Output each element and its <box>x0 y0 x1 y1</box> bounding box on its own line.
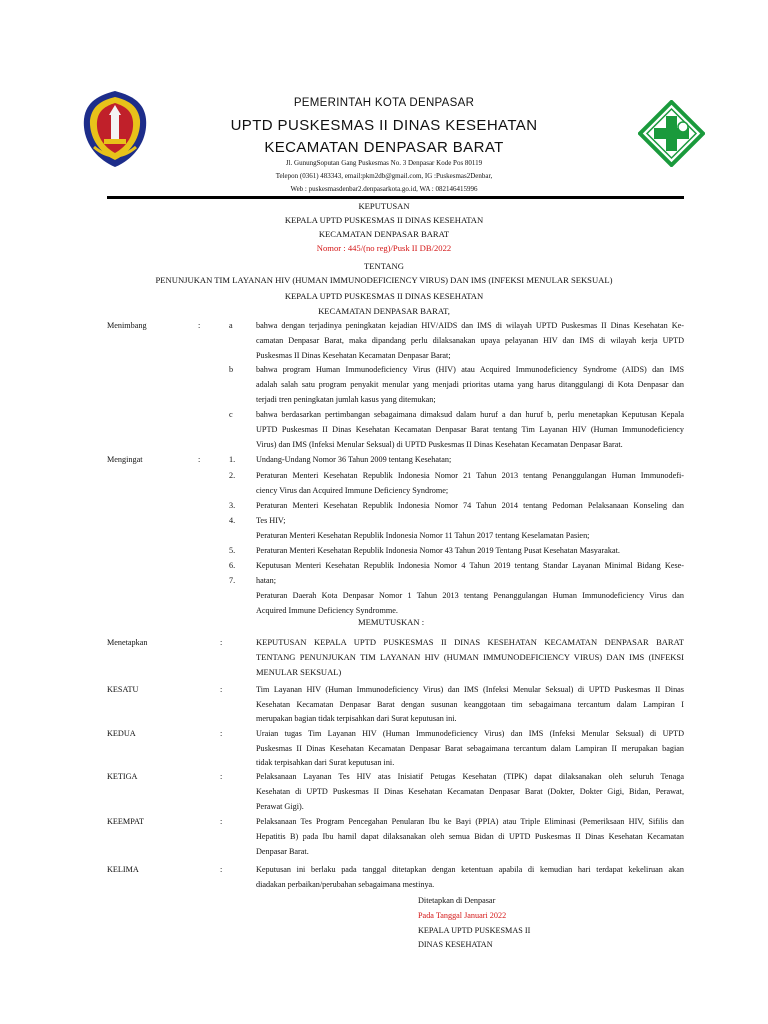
signature-kepala: KEPALA UPTD PUSKESMAS II <box>418 926 531 935</box>
ketiga-label: KETIGA <box>107 772 138 781</box>
menimbang-text: bahwa dengan terjadinya peningkatan kejadian HIV/AIDS dan IMS di wilayah UPTD Puskesmas II Dinas Kesehatan Ke- <box>256 321 684 330</box>
menetapkan-text: TENTANG PENUNJUKAN TIM LAYANAN HIV (HUMAN IMMUNODEFICIENCY VIRUS) DAN IMS (INFEKSI <box>256 652 684 662</box>
mengingat-marker: 1. <box>229 455 236 464</box>
mengingat-text: Keputusan Menteri Kesehatan Republik Indonesia Nomor 4 Tahun 2019 tentang Standar Layanan Minimal Bidang Kese- <box>256 561 684 570</box>
signature-dinas: DINAS KESEHATAN <box>418 940 493 949</box>
menetapkan-label: Menetapkan <box>107 638 148 647</box>
kop-uptd: UPTD PUSKESMAS II DINAS KESEHATAN <box>230 117 538 134</box>
mengingat-text: Tes HIV; <box>256 516 286 525</box>
kelima-label: KELIMA <box>107 865 139 874</box>
diktum-colon: : <box>220 865 223 874</box>
kelima-text: diadakan perbaikan/perubahan sebagaimana mestinya. <box>256 880 435 889</box>
mengingat-text: Acquired Immune Deficiency Syndromme. <box>256 606 398 615</box>
mengingat-marker: 3. <box>229 501 236 510</box>
mengingat-text: Peraturan Menteri Kesehatan Republik Indonesia Nomor 74 Tahun 2014 tentang Pedoman Pelaksanaan Konseling dan <box>256 501 684 510</box>
title-kepala: KEPALA UPTD PUSKESMAS II DINAS KESEHATAN <box>284 215 484 225</box>
menimbang-text: bahwa berdasarkan pertimbangan sebagaimana dimaksud dalam huruf a dan huruf b, perlu menetapkan Keputusan Kepala <box>256 410 684 419</box>
kesatu-text: Tim Layanan HIV (Human Immunodeficiency Virus) dan IMS (Infeksi Menular Seksual) di UPTD Puskesmas II Dinas <box>256 685 684 694</box>
kedua-text: Puskesmas II Dinas Kesehatan Kecamatan Denpasar Barat sebagaimana tercantum dalam Lampiran II merupakan bagian <box>256 744 684 753</box>
title-tentang: TENTANG <box>364 261 404 271</box>
mengingat-text: Peraturan Menteri Kesehatan Republik Indonesia Nomor 21 Tahun 2013 tentang Penanggulangan Human Immunodefi- <box>256 471 684 480</box>
ditetapkan-di: Ditetapkan di Denpasar <box>418 896 496 905</box>
menimbang-text: camatan Denpasar Barat, maka dipandang perlu dilaksanakan upaya pelayanan HIV dan IMS di wilayah kerja UPTD <box>256 336 684 345</box>
title-keputusan: KEPUTUSAN <box>358 201 410 211</box>
menimbang-text: Virus) dan IMS (Infeksi Menular Seksual) di UPTD Puskesmas II Dinas Kesehatan Kecamatan Denpasar Barat. <box>256 440 623 449</box>
diktum-colon: : <box>220 772 223 781</box>
mengingat-text: Peraturan Menteri Kesehatan Republik Indonesia Nomor 11 Tahun 2017 tentang Keselamatan Pasien; <box>256 531 590 540</box>
mengingat-colon: : <box>198 455 201 464</box>
mengingat-text: Undang-Undang Nomor 36 Tahun 2009 tentang Kesehatan; <box>256 455 452 464</box>
title-kecamatan: KECAMATAN DENPASAR BARAT <box>318 229 450 239</box>
diktum-colon: : <box>220 638 223 647</box>
kop-kecamatan: KECAMATAN DENPASAR BARAT <box>264 139 504 156</box>
mengingat-text: ciency Virus dan Acquired Immune Deficiency Syndrome; <box>256 486 449 495</box>
menimbang-marker: c <box>229 410 233 419</box>
mengingat-marker: 6. <box>229 561 236 570</box>
keempat-text: Denpasar Barat. <box>256 847 309 856</box>
mengingat-marker: 4. <box>229 516 236 525</box>
menimbang-text: adalah salah satu program penyakit menular yang menjadi prioritas utama yang harus ditanggulangi di Kota Denpasar dan <box>256 380 684 389</box>
kesatu-text: Kesehatan Kecamatan Denpasar Barat dengan susunan keanggotaan tim sebagaimana tercantum dalam Lampiran I <box>256 700 684 709</box>
kesatu-label: KESATU <box>107 685 139 694</box>
kop-contact: Telepon (0361) 483343, email:pkm2db@gmail.com, IG :Puskesmas2Denbar, <box>275 172 493 180</box>
menimbang-marker: b <box>229 365 234 374</box>
ketiga-text: Pelaksanaan Layanan Tes HIV atas Inisiatif Petugas Kesehatan (TIPK) dapat dilaksanakan oleh seluruh Tenaga <box>256 772 684 781</box>
kelima-text: Keputusan ini berlaku pada tanggal ditetapkan dengan ketentuan apabila di kemudian hari terdapat kekeliruan akan <box>256 865 684 874</box>
mengingat-text: Peraturan Menteri Kesehatan Republik Indonesia Nomor 43 Tahun 2019 Tentang Pusat Kesehatan Masyarakat. <box>256 546 620 555</box>
mengingat-text: hatan; <box>256 576 277 585</box>
mengingat-marker: 5. <box>229 546 236 555</box>
title-perihal: PENUNJUKAN TIM LAYANAN HIV (HUMAN IMMUNODEFICIENCY VIRUS) DAN IMS (INFEKSI MENULAR SEKSUAL) <box>155 275 613 285</box>
menimbang-text: UPTD Puskesmas II Dinas Kesehatan Kecamatan Denpasar Barat tentang Tim Layanan HIV (Human Immunodeficiency <box>256 425 684 434</box>
menimbang-text: terjadi tren peningkatan jumlah kasus yang ditemukan; <box>256 395 436 404</box>
menimbang-label: Menimbang <box>107 321 147 330</box>
kop-web: Web : puskesmasdenbar2.denpasarkota.go.id, WA : 082146415996 <box>290 185 478 193</box>
kop-address: Jl. GunungSoputan Gang Puskesmas No. 3 Denpasar Kode Pos 80119 <box>285 159 483 167</box>
title-kepala-2: KEPALA UPTD PUSKESMAS II DINAS KESEHATAN <box>284 291 484 301</box>
kedua-text: Uraian tugas Tim Layanan HIV (Human Immunodeficiency Virus) dan IMS (Infeksi Menular Seksual) di UPTD <box>256 729 684 738</box>
mengingat-label: Mengingat <box>107 455 143 464</box>
menetapkan-text: KEPUTUSAN KEPALA UPTD PUSKESMAS II DINAS KESEHATAN KECAMATAN DENPASAR BARAT <box>256 637 684 647</box>
mengingat-marker: 7. <box>229 576 236 585</box>
ketiga-text: Perawat Gigi). <box>256 802 304 811</box>
mengingat-text: Peraturan Daerah Kota Denpasar Nomor 1 Tahun 2013 tentang Penanggulangan Human Immunodeficiency Virus dan <box>256 591 684 600</box>
kop-pemerintah: PEMERINTAH KOTA DENPASAR <box>293 97 475 109</box>
ketiga-text: Kesehatan di UPTD Puskesmas II Dinas Kesehatan Kecamatan Denpasar Barat (Dokter, Dokter Gigi, Bidan, Perawat, <box>256 787 684 796</box>
mengingat-marker: 2. <box>229 471 236 480</box>
diktum-colon: : <box>220 817 223 826</box>
diktum-colon: : <box>220 729 223 738</box>
menetapkan-text: MENULAR SEKSUAL) <box>256 667 342 677</box>
title-nomor: Nomor : 445/(no reg)/Pusk II DB/2022 <box>316 243 452 253</box>
title-kecamatan-2: KECAMATAN DENPASAR BARAT, <box>318 306 450 316</box>
diktum-colon: : <box>220 685 223 694</box>
keempat-text: Hepatitis B) pada Ibu hamil dapat dilaksanakan oleh semua Bidan di UPTD Puskesmas II Dinas Kesehatan Kecamatan <box>256 832 684 841</box>
kedua-label: KEDUA <box>107 729 136 738</box>
menimbang-text: bahwa program Human Immunodeficiency Virus (HIV) atau Acquired Immunodeficiency Syndrome (AIDS) dan IMS <box>256 365 684 374</box>
memutuskan-heading: MEMUTUSKAN : <box>358 617 425 627</box>
pada-tanggal: Pada Tanggal Januari 2022 <box>418 911 507 920</box>
kedua-text: tidak terpisahkan dari Surat keputusan ini. <box>256 758 395 767</box>
keempat-label: KEEMPAT <box>107 817 145 826</box>
keempat-text: Pelaksanaan Tes Program Pencegahan Penularan Ibu ke Bayi (PPIA) atau Triple Eliminasi (Pemeriksaan HIV, Sifilis dan <box>256 817 684 826</box>
menimbang-colon: : <box>198 321 201 330</box>
kesatu-text: merupakan bagian tidak terpisahkan dari Surat keputusan ini. <box>256 714 457 723</box>
menimbang-marker: a <box>229 321 233 330</box>
header-divider <box>107 196 684 199</box>
menimbang-text: Puskesmas II Dinas Kesehatan Kecamatan Denpasar Barat; <box>256 351 451 360</box>
